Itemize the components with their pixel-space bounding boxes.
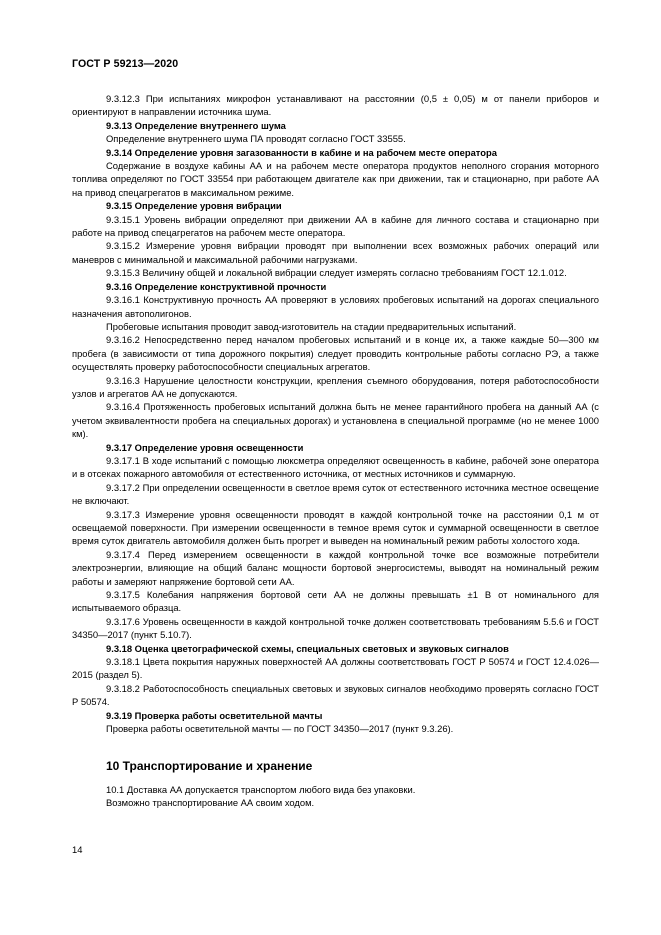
paragraph: 9.3.18.2 Работоспособность специальных световых и звуковых сигналов необходимо проверять согласно ГОСТ Р 50574. — [72, 682, 599, 708]
paragraph: Определение внутреннего шума ПА проводят согласно ГОСТ 33555. — [106, 133, 406, 145]
paragraph: Проверка работы осветительной мачты — по ГОСТ 34350—2017 (пункт 9.3.26). — [106, 723, 454, 735]
paragraph: 9.3.17.4 Перед измерением освещенности в каждой контрольной точке все возможные потребители электроэнергии, влияющие на общий баланс мощности бортовой энергосистемы, выводят на номинальный режим работы и замеряют напряжение бортовой сети АА. — [72, 548, 599, 587]
document-body — [72, 92, 599, 809]
paragraph: Пробеговые испытания проводит завод-изготовитель на стадии предварительных испытаний. — [106, 320, 517, 332]
section-heading: 10 Транспортирование и хранение — [106, 758, 313, 773]
subsection-heading: 9.3.13 Определение внутреннего шума — [106, 119, 286, 131]
paragraph: 10.1 Доставка АА допускается транспортом любого вида без упаковки. — [106, 783, 416, 795]
subsection-heading: 9.3.19 Проверка работы осветительной мачты — [106, 709, 323, 721]
page-number: 14 — [72, 844, 83, 855]
paragraph: 9.3.16.3 Нарушение целостности конструкции, крепления съемного оборудования, потеря работоспособности узлов и агрегатов АА не допускаются. — [72, 374, 599, 399]
document-header: ГОСТ Р 59213—2020 — [72, 58, 179, 70]
paragraph: Возможно транспортирование АА своим ходом. — [106, 796, 315, 808]
paragraph: 9.3.18.1 Цвета покрытия наружных поверхностей АА должны соответствовать ГОСТ Р 50574 и ГОСТ 12.4.026—2015 (раздел 5). — [72, 656, 599, 681]
paragraph: Содержание в воздухе кабины АА и на рабочем месте оператора продуктов неполного сгорания моторного топлива определяют по ГОСТ 33554 при работающем двигателе как при движении, так и стационарно, при работе АА на привод спецагрегатов в максимальном режиме. — [72, 160, 599, 198]
paragraph: 9.3.12.3 При испытаниях микрофон устанавливают на расстоянии (0,5 ± 0,05) м от панели приборов и ориентируют в направлении источника шума. — [72, 93, 599, 118]
paragraph: 9.3.15.2 Измерение уровня вибрации проводят при выполнении всех возможных рабочих операций или маневров с минимальной и максимальной рабочими нагрузками. — [72, 240, 599, 265]
paragraph: 9.3.16.1 Конструктивную прочность АА проверяют в условиях пробеговых испытаний на дорогах специального назначения автополигонов. — [72, 294, 599, 319]
paragraph: 9.3.16.2 Непосредственно перед началом пробеговых испытаний и в конце их, а также каждые 50—300 км пробега (в зависимости от типа дорожного покрытия) следует проводить контрольные работы согласно РЭ, а также осуществлять проверку работоспособности специальных агрегатов. — [72, 334, 599, 373]
subsection-heading: 9.3.16 Определение конструктивной прочности — [106, 280, 327, 292]
paragraph: 9.3.17.2 При определении освещенности в светлое время суток от естественного источника местное освещение не включают. — [72, 481, 599, 507]
paragraph: 9.3.17.3 Измерение уровня освещенности проводят в каждой контрольной точке на расстоянии 0,1 м от освещаемой поверхности. При измерении освещенности в темное время суток и суммарной освещенности в светлое время суток двигатель автомобиля должен быть прогрет и выведен на номинальный режим работы холостого хода. — [72, 508, 599, 547]
paragraph: 9.3.16.4 Протяженность пробеговых испытаний должна быть не менее гарантийного пробега на данный АА (с учетом эквивалентности пробега на специальных дорогах) и установлена в специальной программе (но не менее 1000 км). — [72, 401, 599, 440]
subsection-heading: 9.3.18 Оценка цветографической схемы, специальных световых и звуковых сигналов — [106, 642, 509, 654]
subsection-heading: 9.3.15 Определение уровня вибрации — [106, 200, 282, 212]
paragraph: 9.3.17.6 Уровень освещенности в каждой контрольной точке должен соответствовать требованиям 5.5.6 и ГОСТ 34350—2017 (пункт 5.10.7). — [72, 615, 599, 641]
paragraph: 9.3.15.1 Уровень вибрации определяют при движении АА в кабине для личного состава и стационарно при работе на привод спецагрегатов на рабочем месте оператора. — [72, 213, 599, 239]
subsection-heading: 9.3.14 Определение уровня загазованности в кабине и на рабочем месте оператора — [106, 146, 497, 158]
paragraph: 9.3.15.3 Величину общей и локальной вибрации следует измерять согласно требованиям ГОСТ 12.1.012. — [106, 267, 567, 279]
paragraph: 9.3.17.5 Колебания напряжения бортовой сети АА не должны превышать ±1 В от номинального для испытываемого образца. — [72, 589, 599, 614]
subsection-heading: 9.3.17 Определение уровня освещенности — [106, 441, 304, 453]
paragraph: 9.3.17.1 В ходе испытаний с помощью люксметра определяют освещенность в кабине, рабочей зоне оператора и в отсеках пожарного автомобиля от естественного источника, от местных источников и суммарную. — [72, 454, 599, 480]
